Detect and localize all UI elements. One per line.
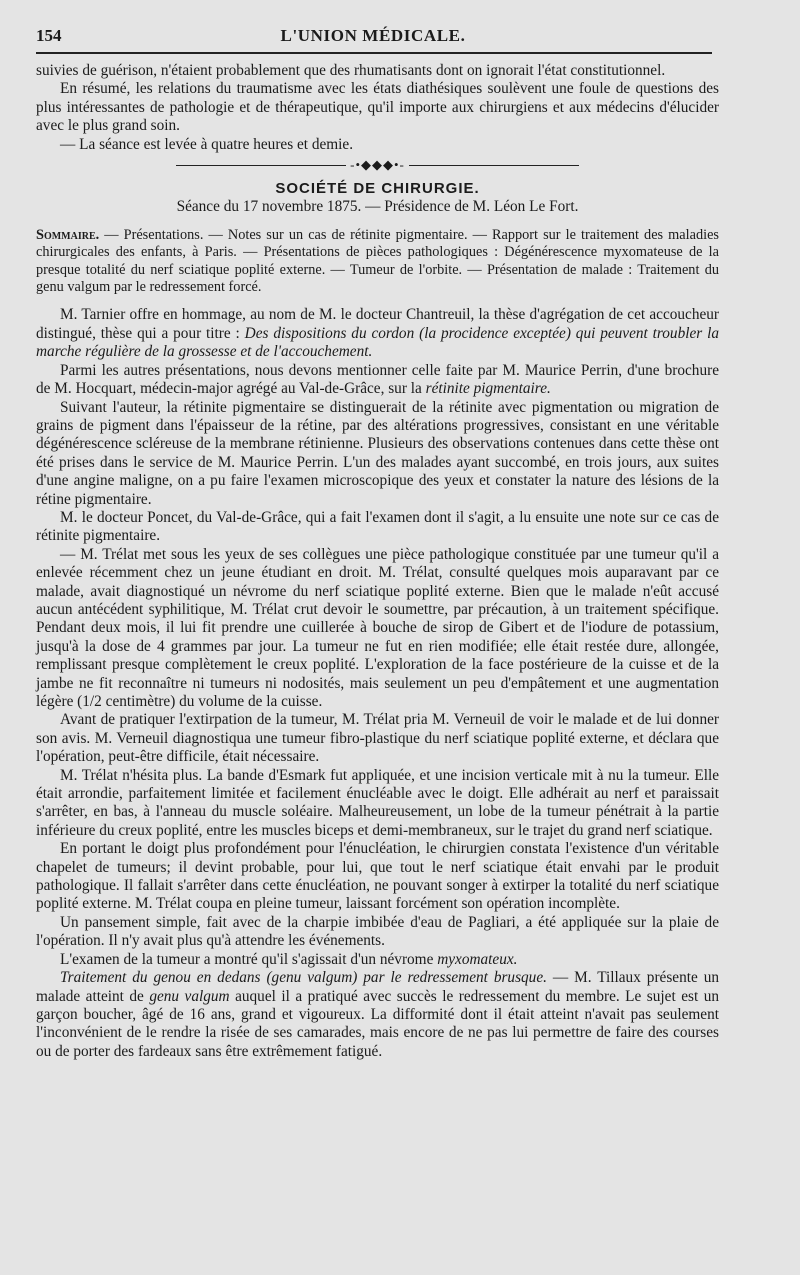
paragraph-poncet: M. le docteur Poncet, du Val-de-Grâce, qui a fait l'examen dont il s'agit, a lu ensuite une note sur ce cas de rétinite pigmentaire. <box>36 508 719 545</box>
paragraph-enucleation: En portant le doigt plus profondément pour l'énucléation, le chirurgien constata l'existence d'un véritable chapelet de tumeurs; il devint probable, pour lui, que tout le nerf sciatique était envahi par le produit pathologique. Il fallait s'arrêter dans cette énucléation, ne pouvant songer à extirper la totalité du nerf sciatique poplité externe. M. Trélat coupa en pleine tumeur, laissant forcément son opération incomplète. <box>36 840 719 913</box>
paragraph-verneuil: Avant de pratiquer l'extirpation de la tumeur, M. Trélat pria M. Verneuil de voir le malade et de lui donner son avis. M. Verneuil diagnostiqua une tumeur fibro-plastique du nerf sciatique poplité externe, et déclara que l'opération, peut-être difficile, était nécessaire. <box>36 711 719 766</box>
paragraph-text: Parmi les autres présentations, nous devons mentionner celle faite par M. Maurice Perrin, d'une brochure de M. Hocquart, médecin-major agrégé au Val-de-Grâce, sur la <box>36 361 719 398</box>
paragraph-operation: M. Trélat n'hésita plus. La bande d'Esmark fut appliquée, et une incision verticale mit à nu la tumeur. Elle était arrondie, parfaitement limitée et facilement énucléable avec le doigt. Elle adhérait au nerf et paraissait s'arrêter, en bas, à l'anneau du muscle soléaire. Malheureusement, un lobe de la tumeur pénétrait à la partie inférieure du creux poplité, entre les muscles biceps et demi-membraneux, sur le trajet du grand nerf sciatique. <box>36 766 719 839</box>
condition-term: genu valgum <box>149 987 230 1005</box>
paragraph-text: auquel il a pratiqué avec succès le redressement du membre. Le sujet est un garçon boucher, âgé de 16 ans, grand et vigoureux. La difformité dont il était atteint n'avait pas seulement l'inconvénient de le rendre la risée de ses camarades, mais encore de ne pas lui permettre de faire des courses ou de porter des fardeaux sans être extrêmement fatigué. <box>36 987 719 1060</box>
paragraph-text: — M. Tillaux présente un malade atteint de <box>36 969 719 1005</box>
brochure-subject: rétinite pigmentaire. <box>425 380 551 398</box>
paragraph-text: M. Tarnier offre en hommage, au nom de M. le docteur Chantreuil, la thèse d'agrégation de cet accoucheur distingué, thèse qui a pour titre : <box>36 306 719 342</box>
thesis-title: Des dispositions du cordon (la procidence exceptée) qui peuvent troubler la marche régulière de la grossesse et de l'accouchement. <box>36 324 719 361</box>
summary-text: — Présentations. — Notes sur un cas de rétinite pigmentaire. — Rapport sur le traitement des maladies chirurgicales des enfants, à Paris. — Présentations de pièces pathologiques : Dégénérescence myxomateuse de la presque totalité du nerf sciatique poplité externe. — Tumeur de l'orbite. — Présentation de malade : Traitement du genu valgum par le redressement forcé. <box>36 226 719 296</box>
subsection-title: Traitement du genou en dedans (genu valgum) par le redressement brusque. <box>60 969 547 987</box>
summary-label: Sommaire. <box>36 226 100 243</box>
session-line: Séance du 17 novembre 1875. — Présidence de M. Léon Le Fort. <box>176 198 579 216</box>
paragraph-tarnier <box>36 306 719 361</box>
divider-rule-right <box>409 165 579 166</box>
header-rule <box>36 52 712 54</box>
paragraph-continued: suivies de guérison, n'étaient probablement que des rhumatisants dont on ignorait l'état constitutionnel. <box>36 62 666 79</box>
paragraph-retinite: Suivant l'auteur, la rétinite pigmentaire se distinguerait de la rétinite avec pigmentation ou migration de grains de pigment dans l'épaisseur de la rétine, par des altérations progressives, consistant en une véritable dégénérescence scléreuse de la membrane rétinienne. Plusieurs des observations contenues dans cette thèse ont été prises dans le service de M. Maurice Perrin. L'un des malades ayant succombé, en trois jours, aux suites d'une angine maligne, on a pu faire l'examen microscopique des yeux et constater la nature des lésions de la rétine pigmentaire. <box>36 398 719 508</box>
paragraph-genu-valgum <box>36 969 719 1061</box>
journal-title: L'UNION MÉDICALE. <box>280 26 466 45</box>
paragraph-closing: — La séance est levée à quatre heures et demie. <box>60 135 354 153</box>
summary-block <box>36 227 719 297</box>
running-header <box>36 26 710 50</box>
paragraph-summary: En résumé, les relations du traumatisme avec les états diathésiques soulèvent une foule de questions des plus intéressantes de pathologie et de thérapeutique, qu'il importe aux chirurgiens et aux médecins d'élucider avec le plus grand soin. <box>36 80 719 135</box>
paragraph-text: L'examen de la tumeur a montré qu'il s'agissait d'un névrome <box>60 950 438 968</box>
paragraph-trelat: — M. Trélat met sous les yeux de ses collègues une pièce pathologique constituée par une tumeur qu'il a enlevée récemment chez un jeune étudiant en droit. M. Trélat, consulté quelques mois auparavant par ce malade, avait diagnostiqué un névrome du nerf sciatique poplité externe. Bien que le malade n'eût accusé aucun antécédent syphilitique, M. Trélat crut devoir le soumettre, par précaution, à un traitement spécifique. Pendant deux mois, il lui fit prendre une cuillerée à bouche de sirop de Gibert et de l'iodure de potassium, jusqu'à la dose de 4 grammes par jour. La tumeur ne fut en rien modifiée; elle était restée dure, allongée, remplissant presque complètement le creux poplité. L'exploration de la face postérieure de la cuisse et de la jambe ne fit reconnaître ni tumeurs ni nodosités, mais seulement un peu d'empâtement et une augmentation légère (1/2 centimètre) du volume de la cuisse. <box>36 545 719 710</box>
paragraph-pansement: Un pansement simple, fait avec de la charpie imbibée d'eau de Pagliari, a été appliquée sur la plaie de l'opération. Il n'y avait plus qu'à attendre les événements. <box>36 913 719 950</box>
divider-ornament: -•◆◆◆•- <box>350 157 405 173</box>
paragraph-perrin <box>36 362 719 399</box>
text-column <box>36 62 719 1061</box>
page-number: 154 <box>36 26 62 45</box>
section-heading: SOCIÉTÉ DE CHIRURGIE. <box>275 180 480 198</box>
section-divider <box>36 154 719 174</box>
divider-rule-left <box>176 165 346 166</box>
diagnosis-term: myxomateux. <box>437 950 518 968</box>
paragraph-examen <box>36 951 719 969</box>
